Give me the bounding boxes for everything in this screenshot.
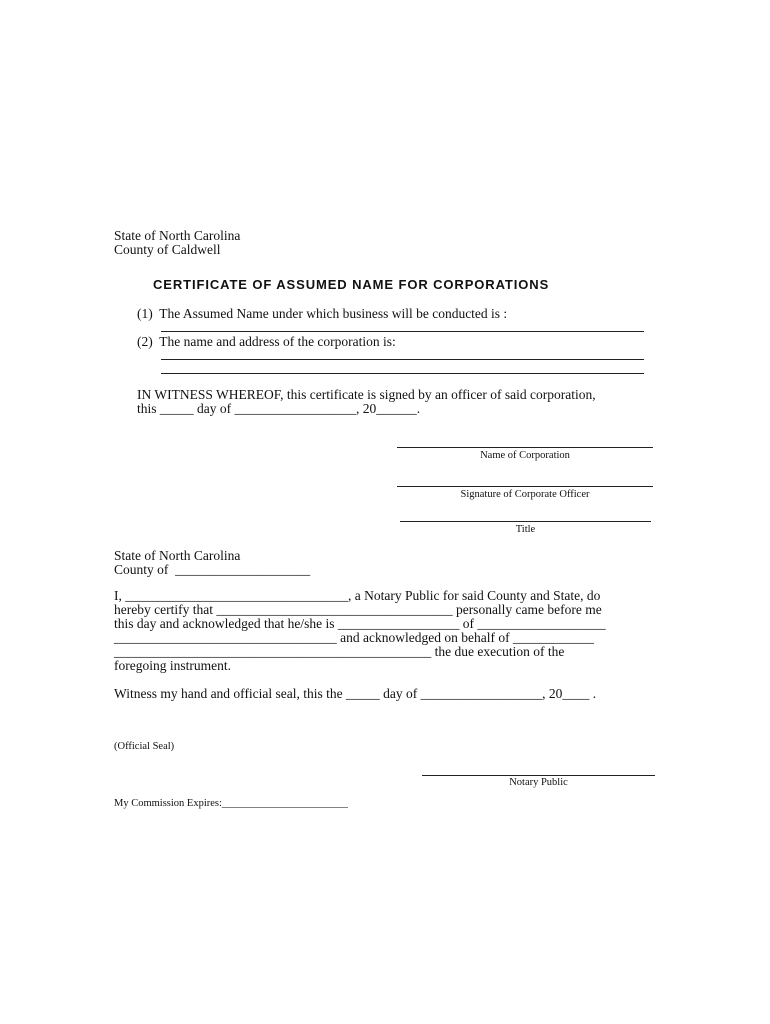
officer-title-field[interactable] [400, 521, 651, 522]
corporation-address-label: (2) The name and address of the corporation is: [137, 334, 396, 349]
corporation-address-field-2[interactable] [161, 373, 644, 374]
notary-county-label: County of ____________________ [114, 562, 311, 577]
corporation-name-caption: Name of Corporation [480, 450, 570, 461]
official-seal-label: (Official Seal) [114, 741, 175, 752]
witness-line-1: IN WITNESS WHEREOF, this certificate is signed by an officer of said corporation, [137, 387, 596, 402]
assumed-name-label: (1) The Assumed Name under which business will be conducted is : [137, 306, 508, 321]
corporation-name-field[interactable] [397, 447, 653, 448]
notary-text-line-2: hereby certify that ___________________________________ personally came before me [114, 602, 602, 617]
notary-public-caption: Notary Public [509, 777, 568, 788]
notary-text-line-3: this day and acknowledged that he/she is __________________ of ___________________ [114, 616, 606, 631]
commission-expires-line: My Commission Expires:________________________ [114, 798, 348, 809]
witness-seal-line: Witness my hand and official seal, this the _____ day of __________________, 20____ . [114, 686, 597, 701]
notary-signature-field[interactable] [422, 775, 655, 776]
officer-title-caption: Title [515, 524, 536, 535]
officer-signature-field[interactable] [397, 486, 653, 487]
notary-text-line-6: foregoing instrument. [114, 658, 231, 673]
corporation-address-field-1[interactable] [161, 359, 644, 360]
county-label: County of Caldwell [114, 242, 221, 257]
notary-text-line-4: _________________________________ and acknowledged on behalf of ____________ [114, 630, 594, 645]
state-label: State of North Carolina [114, 228, 241, 243]
witness-line-2: this _____ day of __________________, 20______. [137, 401, 421, 416]
notary-state-label: State of North Carolina [114, 548, 241, 563]
assumed-name-field[interactable] [161, 331, 644, 332]
notary-text-line-5: _______________________________________________ the due execution of the [114, 644, 565, 659]
officer-signature-caption: Signature of Corporate Officer [460, 489, 590, 500]
page-title: CERTIFICATE OF ASSUMED NAME FOR CORPORATIONS [153, 277, 550, 292]
notary-text-line-1: I, _________________________________, a Notary Public for said County and State, do [114, 588, 601, 603]
